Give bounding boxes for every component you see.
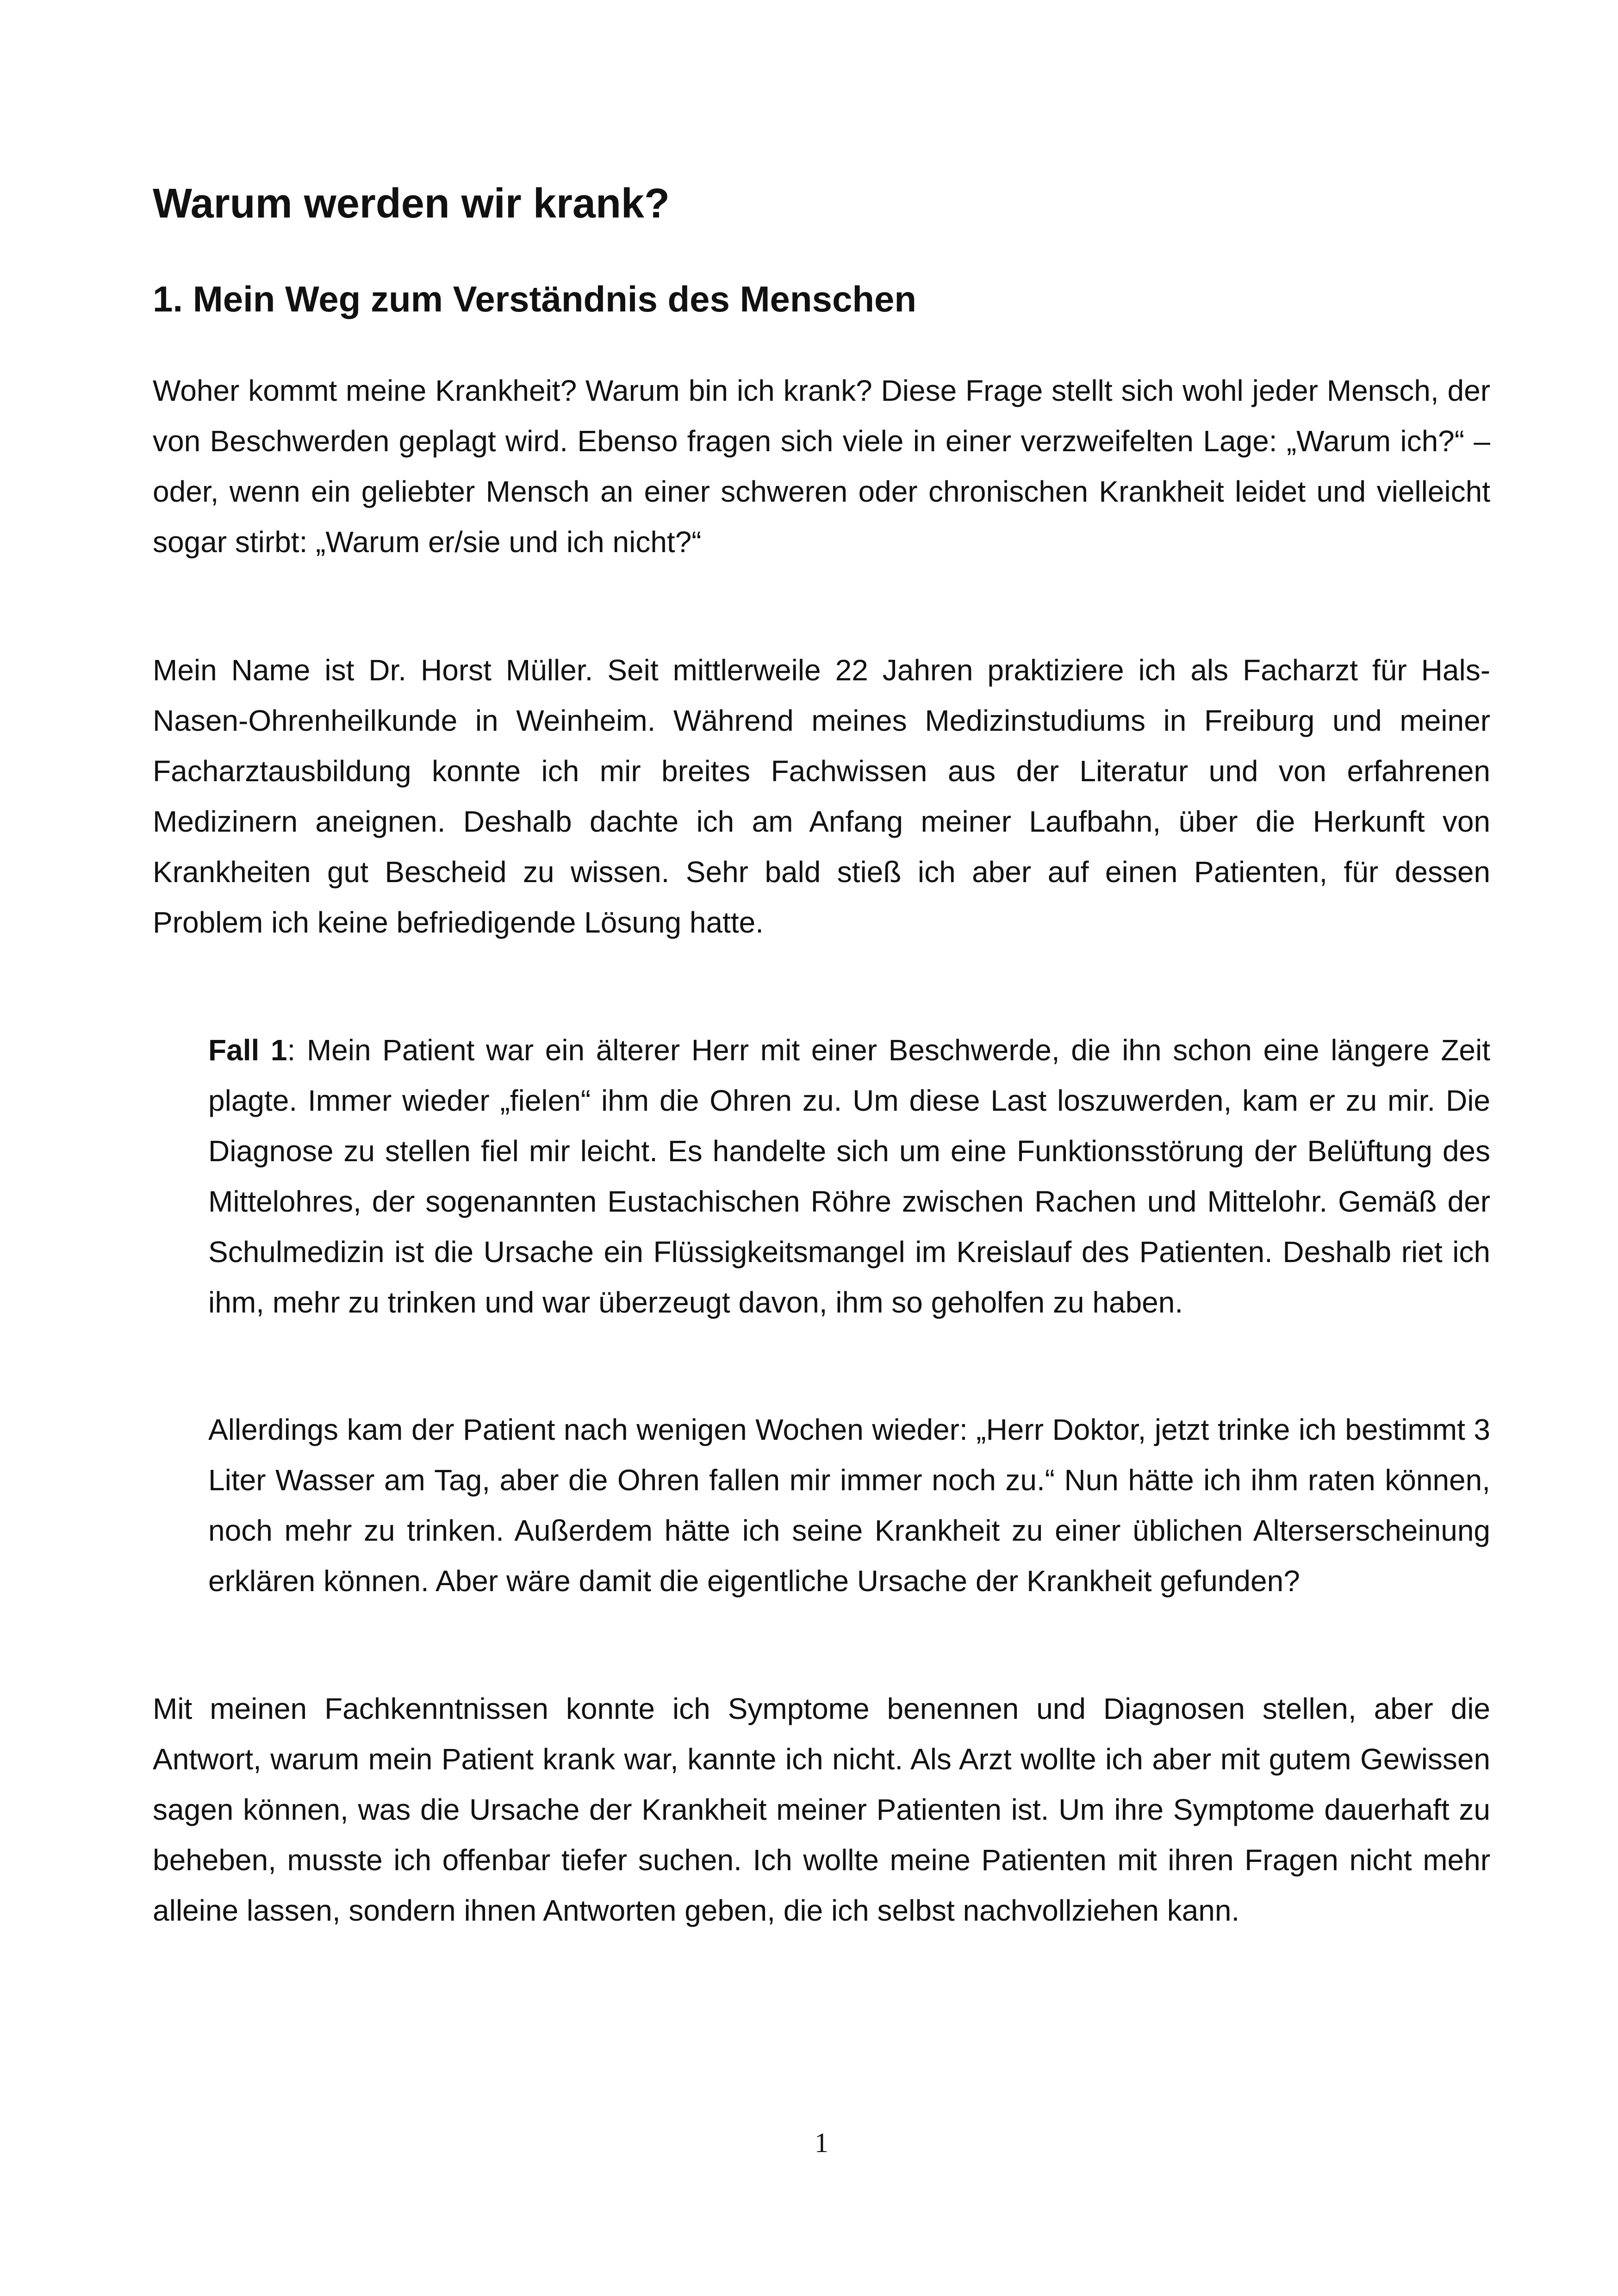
page-title: Warum werden wir krank?: [153, 180, 670, 227]
document-page: [153, 0, 1490, 2296]
case-label: Fall 1: [208, 1033, 287, 1067]
case-paragraph: [208, 1025, 1490, 1328]
case-followup-paragraph: Allerdings kam der Patient nach wenigen Wochen wieder: „Herr Doktor, jetzt trinke ich bestimmt 3 Liter Wasser am Tag, aber die Ohren fallen mir immer noch zu.“ Nun hätte ich ihm raten können, noch mehr zu trinken. Außerdem hätte ich seine Krankheit zu einer üblichen Alterserscheinung erklären können. Aber wäre damit die eigentliche Ursache der Krankheit gefunden?: [208, 1413, 1490, 1598]
page-number: 1: [815, 2128, 828, 2158]
closing-paragraph: Mit meinen Fachkenntnissen konnte ich Symptome benennen und Diagnosen stellen, aber die Antwort, warum mein Patient krank war, kannte ich nicht. Als Arzt wollte ich aber mit gutem Gewissen sagen können, was die Ursache der Krankheit meiner Patienten ist. Um ihre Symptome dauerhaft zu beheben, musste ich offenbar tiefer suchen. Ich wollte meine Patienten mit ihren Fragen nicht mehr alleine lassen, sondern ihnen Antworten geben, die ich selbst nachvollziehen kann.: [153, 1692, 1490, 1927]
case-text: : Mein Patient war ein älterer Herr mit einer Beschwerde, die ihn schon eine längere Zeit plagte. Immer wieder „fielen“ ihm die Ohren zu. Um diese Last loszuwerden, kam er zu mir. Die Diagnose zu stellen fiel mir leicht. Es handelte sich um eine Funktionsstörung der Belüftung des Mittelohres, der sogenannten Eustachischen Röhre zwischen Rachen und Mittelohr. Gemäß der Schulmedizin ist die Ursache ein Flüssigkeitsmangel im Kreislauf des Patienten. Deshalb riet ich ihm, mehr zu trinken und war überzeugt davon, ihm so geholfen zu haben.: [208, 1033, 1491, 1319]
author-paragraph: Mein Name ist Dr. Horst Müller. Seit mittlerweile 22 Jahren praktiziere ich als Facharzt für Hals-Nasen-Ohrenheilkunde in Weinheim. Während meines Medizinstudiums in Freiburg und meiner Facharztausbildung konnte ich mir breites Fachwissen aus der Literatur und von erfahrenen Medizinern aneignen. Deshalb dachte ich am Anfang meiner Laufbahn, über die Herkunft von Krankheiten gut Bescheid zu wissen. Sehr bald stieß ich aber auf einen Patienten, für dessen Problem ich keine befriedigende Lösung hatte.: [153, 653, 1490, 939]
section-heading: 1. Mein Weg zum Verständnis des Menschen: [153, 279, 916, 319]
intro-paragraph: Woher kommt meine Krankheit? Warum bin ich krank? Diese Frage stellt sich wohl jeder Mensch, der von Beschwerden geplagt wird. Ebenso fragen sich viele in einer verzweifelten Lage: „Warum ich?“ – oder, wenn ein geliebter Mensch an einer schweren oder chronischen Krankheit leidet und vielleicht sogar stirbt: „Warum er/sie und ich nicht?“: [153, 374, 1490, 559]
